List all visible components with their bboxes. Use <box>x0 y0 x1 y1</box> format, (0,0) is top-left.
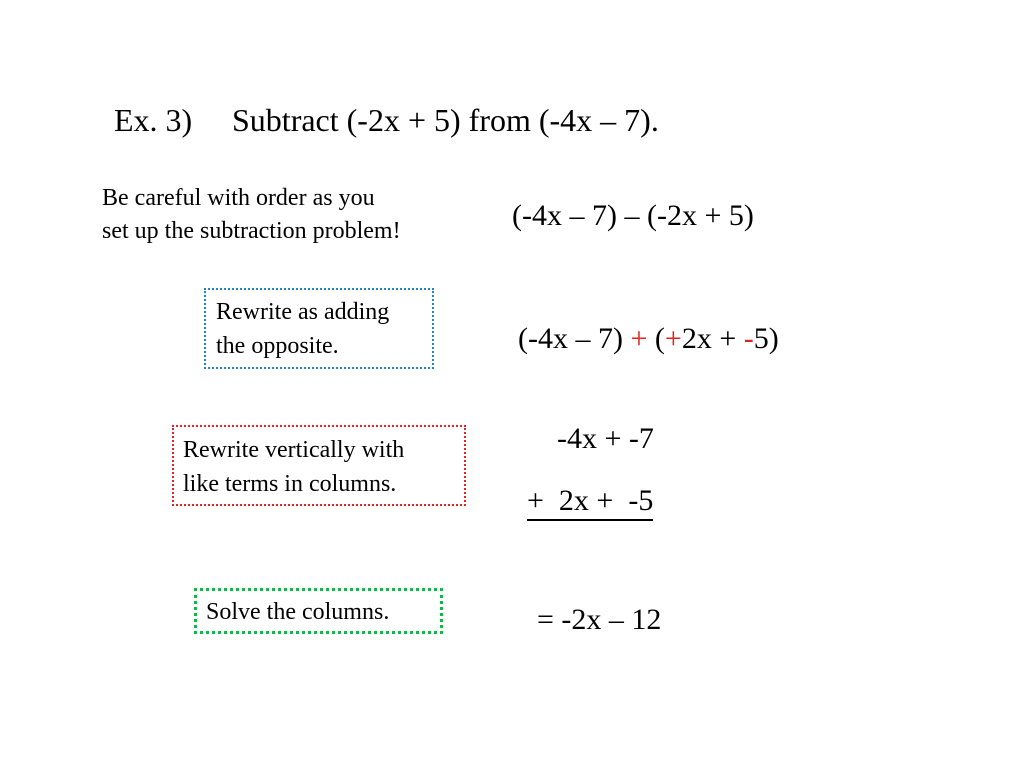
opposite-part-1: (-4x – 7) <box>518 322 631 355</box>
vertical-row-1: -4x + -7 <box>557 422 654 455</box>
result-expression: = -2x – 12 <box>537 603 662 636</box>
caution-note <box>102 182 401 248</box>
note-solve <box>194 588 443 634</box>
step-setup-expression: (-4x – 7) – (-2x + 5) <box>512 199 754 232</box>
note-adding-opposite-line-2: the opposite. <box>216 333 339 359</box>
problem-statement: Subtract (-2x + 5) from (-4x – 7). <box>232 102 659 138</box>
note-vertical <box>172 425 466 506</box>
opposite-negative-sign: - <box>743 322 754 355</box>
note-adding-opposite-line-1: Rewrite as adding <box>216 299 390 325</box>
caution-line-2: set up the subtraction problem! <box>102 218 401 244</box>
caution-line-1: Be careful with order as you <box>102 185 375 211</box>
opposite-part-4: 5) <box>753 322 779 355</box>
example-title <box>114 100 659 140</box>
opposite-part-3: 2x + <box>681 322 744 355</box>
opposite-part-2: ( <box>647 322 665 355</box>
note-solve-line-1: Solve the columns. <box>206 599 390 625</box>
note-adding-opposite <box>204 288 434 369</box>
opposite-positive-sign: + <box>664 322 682 355</box>
note-vertical-line-1: Rewrite vertically with <box>183 437 405 463</box>
example-label: Ex. 3) <box>114 102 193 138</box>
opposite-plus-sign: + <box>630 322 648 355</box>
step-opposite-expression <box>518 321 779 357</box>
note-vertical-line-2: like terms in columns. <box>183 471 397 497</box>
vertical-row-2: + 2x + -5 <box>527 483 653 521</box>
